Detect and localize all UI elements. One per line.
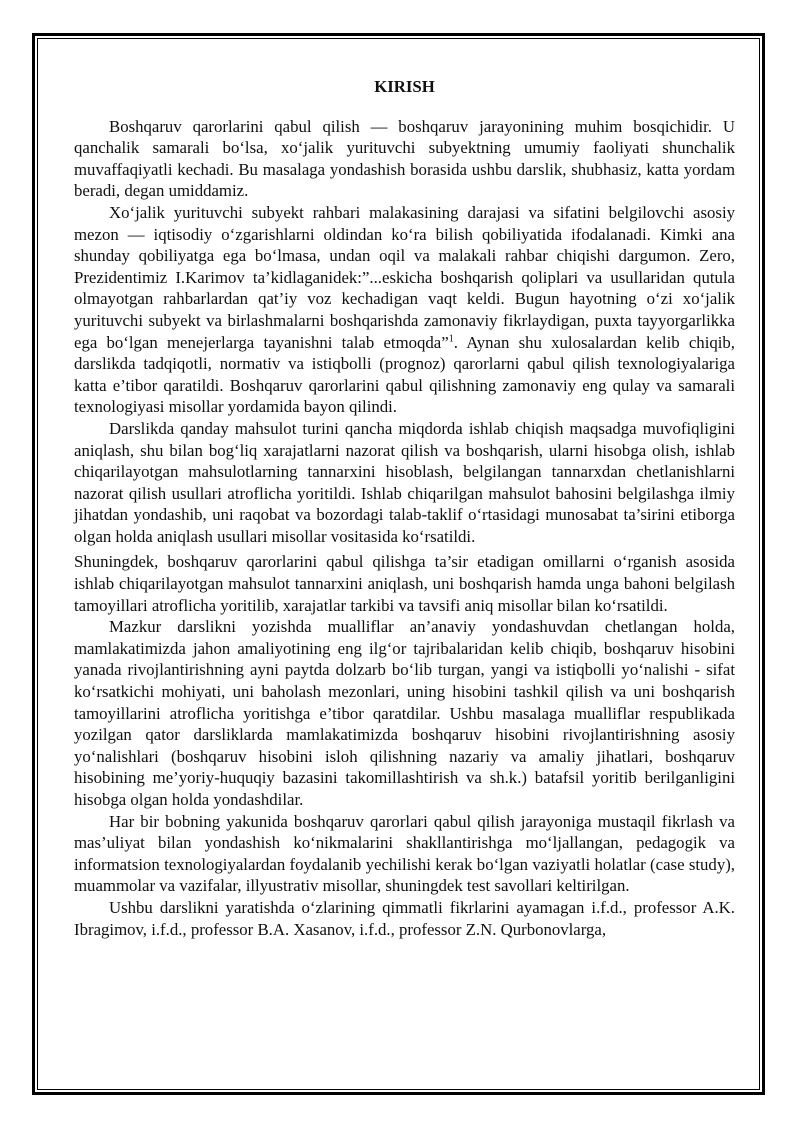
paragraph-7: Ushbu darslikni yaratishda o‘zlarining qimmatli fikrlarini ayamagan i.f.d., professor A.K. Ibragimov, i.f.d., professor B.A. Xasanov, i.f.d., professor Z.N. Qurbonovlarga, xyxy=(74,897,735,939)
paragraph-4: Shuningdek, boshqaruv qarorlarini qabul qilishga ta’sir etadigan omillarni o‘rganish asosida ishlab chiqarilayotgan mahsulot tannarxini aniqlash, uni boshqarish hamda unga bahoni belgilash tamoyillari atroflicha yoritilib, xarajatlar tarkibi va tavsifi aniq misollar bilan ko‘rsatildi. xyxy=(74,552,735,615)
paragraph-2 xyxy=(74,202,735,418)
document-body xyxy=(74,76,735,940)
paragraph-1: Boshqaruv qarorlarini qabul qilish — boshqaruv jarayonining muhim bosqichidir. U qanchalik samarali bo‘lsa, xo‘jalik yurituvchi subyektning umumiy faoliyati shunchalik muvaffaqiyatli kechadi. Bu masalaga yondashish borasida ushbu darslik, shubhasiz, katta yordam beradi, degan umiddamiz. xyxy=(74,116,735,201)
paragraph-3: Darslikda qanday mahsulot turini qancha miqdorda ishlab chiqish maqsadga muvofiqligini aniqlash, shu bilan bog‘liq xarajatlarni nazorat qilish va boshqarish, ularni hisobga olish, ishlab chiqarilayotgan mahsulotlarning tannarxini hisoblash, belgilangan tannarxdan chetlanishlarni nazorat qilish usullari atroflicha yoritildi. Ishlab chiqarilgan mahsulot bahosini belgilashga ilmiy jihatdan yondashib, uni raqobat va bozordagi talab-taklif o‘rtasidagi munosabat ta’sirini etiborga olgan holda aniqlash usullari misollar vositasida ko‘rsatildi. xyxy=(74,418,735,546)
footnote-marker[interactable]: 1 xyxy=(448,332,454,344)
paragraph-2-text-before: Xo‘jalik yurituvchi subyekt rahbari malakasining darajasi va sifatini belgilovchi asosiy mezon — iqtisodiy o‘zgarishlarni oldindan ko‘ra bilish qobiliyatida ifodalanadi. Kimki ana shunday qobiliyatga ega bo‘lmasa, undan oqil va malakali rahbar chiqishi dargumon. Zero, Prezidentimiz I.Karimov ta’kidlaganidek:”...eskicha boshqarish qoliplari va usullaridan qutula olmayotgan rahbarlardan qat’iy voz kechadigan vaqt keldi. Bugun hayotning o‘zi xo‘jalik yurituvchi subyekt va birlashmalarni boshqarishda zamonaviy fikrlaydigan, puxta tayyorgarlikka ega bo‘lgan menejerlarga tayanishni talab etmoqda” xyxy=(74,202,735,352)
chapter-title: KIRISH xyxy=(374,77,435,96)
paragraph-2-text-after: . Aynan shu xulosalardan kelib chiqib, darslikda tadqiqotli, normativ va istiqbolli (prognoz) qarorlarni qabul qilish texnologiyalariga katta e’tibor qaratildi. Boshqaruv qarorlarini qabul qilishning zamonaviy eng qulay va samarali texnologiyasi misollar yordamida bayon qilindi. xyxy=(74,332,735,417)
paragraph-6: Har bir bobning yakunida boshqaruv qarorlari qabul qilish jarayoniga mustaqil fikrlash va mas’uliyat bilan yondashish ko‘nikmalarini shakllantirishga mo‘ljallangan, pedagogik va informatsion texnologiyalardan foydalanib yechilishi kerak bo‘lgan vaziyatli holatlar (case study), muammolar va vazifalar, illyustrativ misollar, shuningdek test savollari keltirilgan. xyxy=(74,811,735,896)
paragraph-5: Mazkur darslikni yozishda mualliflar an’anaviy yondashuvdan chetlangan holda, mamlakatimizda jahon amaliyotining eng ilg‘or tajribalaridan kelib chiqib, boshqaruv hisobini yanada rivojlantirishning ayni paytda dolzarb bo‘lib turgan, yangi va istiqbolli yo‘nalishi - sifat ko‘rsatkichi mohiyati, uni baholash mezonlari, uning hisobini tashkil qilish va uni boshqarish tamoyillarini atroflicha yoritishga e’tibor qaratdilar. Ushbu masalaga mualliflar respublikada yozilgan qator darsliklarda mamlakatimizda boshqaruv hisobini rivojlantirishning asosiy yo‘nalishlari (boshqaruv hisobini isloh qilishning nazariy va amaliy jihatlari, boshqaruv hisobining me’yoriy-huquqiy bazasini takomillashtirish va sh.k.) batafsil yoritib berilganligini hisobga olgan holda yondashdilar. xyxy=(74,617,735,809)
